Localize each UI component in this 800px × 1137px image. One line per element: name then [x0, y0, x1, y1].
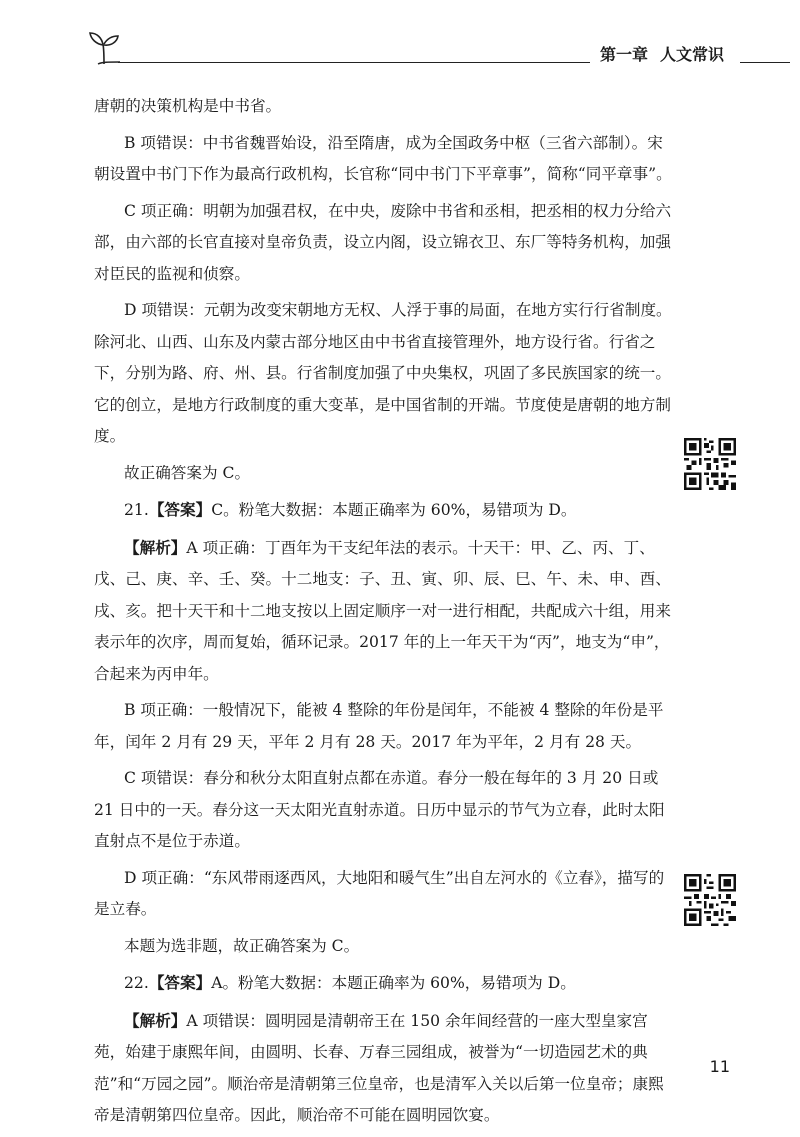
page-content	[94, 91, 674, 1137]
q22-answer	[94, 967, 674, 1000]
paragraph: 唐朝的决策机构是中书省。	[94, 97, 282, 115]
q21-analysis-text: A 项正确：丁酉年为干支纪年法的表示。十天干：甲、乙、丙、丁、戊、己、庚、辛、壬、癸。十二地支：子、丑、寅、卯、辰、巳、午、未、申、酉、戌、亥。把十天干和十二地支按以上固定顺序一对一进行相配，共配成六十组，用来表示年的次序，周而复始，循环记录。2017 年的上一年天干为“丙”，地支为“申”，合起来为丙申年。	[94, 538, 671, 683]
paragraph: C 项正确：明朝为加强君权，在中央，废除中书省和丞相，把丞相的权力分给六部，由六部的长官直接对皇帝负责，设立内阁，设立锦衣卫、东厂等特务机构，加强对臣民的监视和侦察。	[94, 201, 672, 283]
paragraph: C 项错误：春分和秋分太阳直射点都在赤道。春分一般在每年的 3 月 20 日或 21 日中的一天。春分这一天太阳光直射赤道。日历中显示的节气为立春，此时太阳直射点不是位于赤道。	[94, 769, 665, 850]
page-number: 11	[709, 1057, 730, 1076]
q21-answer-text: C。粉笔大数据：本题正确率为 60%，易错项为 D。	[211, 501, 577, 519]
analysis-tag: 【解析】	[124, 537, 187, 557]
q21-answer	[94, 494, 674, 527]
chapter-number: 第一章	[600, 45, 649, 64]
qr-code-icon[interactable]	[684, 438, 736, 490]
qr-code-icon[interactable]	[684, 874, 736, 926]
paragraph: D 项正确：“东风带雨逐西风，大地阳和暖气生”出自左河水的《立春》，描写的是立春。	[94, 868, 665, 918]
q22-analysis-text: A 项错误：圆明园是清朝帝王在 150 余年间经营的一座大型皇家宫苑，始建于康熙年间，由圆明、长春、万春三园组成，被誉为“一切造园艺术的典范”和“万园之园”。顺治帝是清朝第三位皇帝，也是清军入关以后第一位皇帝；康熙帝是清朝第四位皇帝。因此，顺治帝不可能在圆明园饮宴。	[94, 1011, 664, 1124]
chapter-title	[600, 42, 736, 66]
q22-answer-text: A。粉笔大数据：本题正确率为 60%，易错项为 D。	[211, 974, 576, 992]
paragraph: B 项正确：一般情况下，能被 4 整除的年份是闰年，不能被 4 整除的年份是平年，闰年 2 月有 29 天，平年 2 月有 28 天。2017 年为平年，2 月有 28 天。	[94, 701, 664, 751]
paragraph: B 项错误：中书省魏晋始设，沿至隋唐，成为全国政务中枢（三省六部制）。宋朝设置中书门下作为最高行政机构，长官称“同中书门下平章事”，简称“同平章事”。	[94, 133, 672, 183]
paragraph: D 项错误：元朝为改变宋朝地方无权、人浮于事的局面，在地方实行行省制度。除河北、山西、山东及内蒙古部分地区由中书省直接管理外，地方设行省。行省之下，分别为路、府、州、县。行省制度加强了中央集权，巩固了多民族国家的统一。它的创立，是地方行政制度的重大变革，是中国省制的开端。节度使是唐朝的地方制度。	[94, 301, 672, 445]
q21-analysis	[94, 532, 674, 691]
answer-tag: 【答案】	[148, 973, 212, 992]
chapter-name: 人文常识	[660, 45, 725, 64]
header-rule-right	[740, 62, 790, 63]
sprout-icon	[86, 30, 122, 66]
answer-tag: 【答案】	[148, 500, 212, 519]
analysis-tag: 【解析】	[124, 1010, 187, 1030]
paragraph: 故正确答案为 C。	[124, 463, 251, 482]
q21-number: 21.	[124, 501, 149, 519]
q22-number: 22.	[124, 974, 149, 992]
q22-analysis	[94, 1005, 674, 1132]
header-rule-left	[118, 62, 590, 63]
paragraph: 本题为选非题，故正确答案为 C。	[124, 936, 360, 955]
page-header	[0, 0, 800, 80]
